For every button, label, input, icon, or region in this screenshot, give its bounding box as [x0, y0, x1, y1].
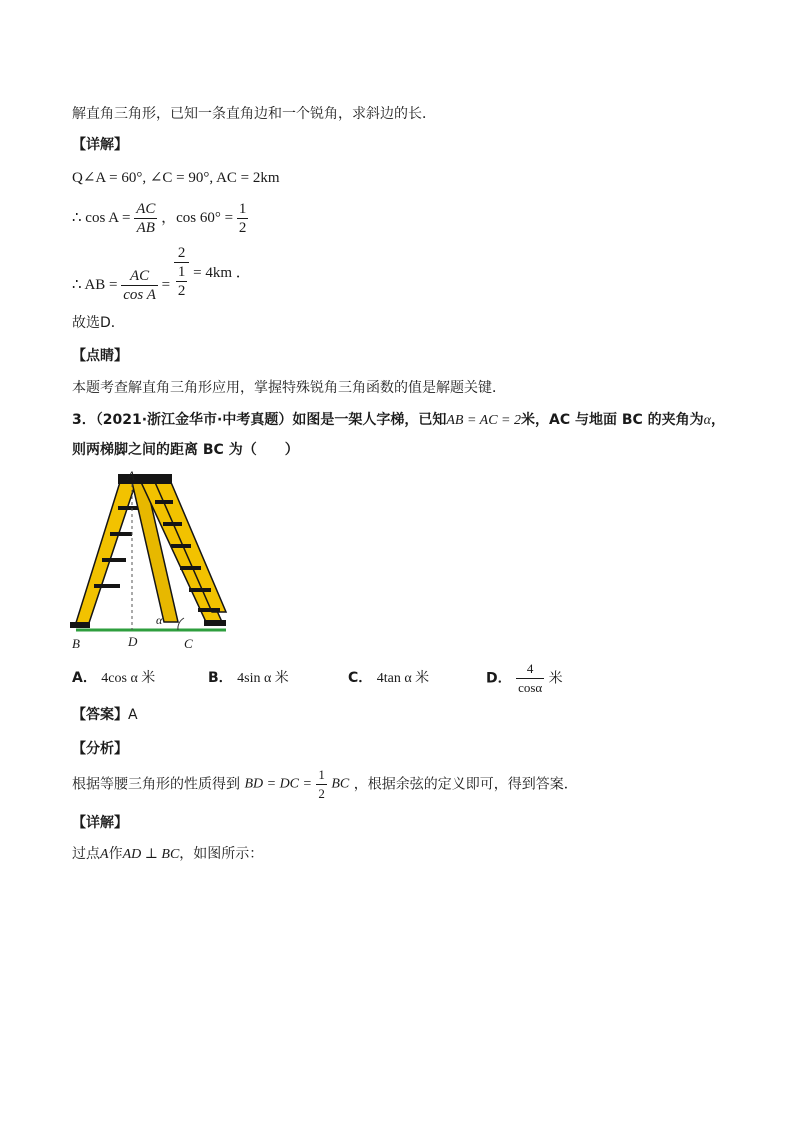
fraction-denominator: cosα: [518, 680, 543, 695]
question-math: AB = AC = 2: [446, 413, 521, 428]
cos-prefix: ∴ cos A =: [72, 209, 131, 226]
question-line-1: [72, 410, 725, 431]
cos-equation: [72, 200, 248, 237]
option-c: [348, 668, 429, 689]
analysis-math-pre: BD = DC =: [244, 776, 312, 792]
question-end: ，: [711, 412, 726, 428]
label-alpha: α: [156, 613, 163, 627]
label-d: D: [128, 634, 138, 649]
foot-left: [70, 622, 90, 628]
fraction-numerator: 4: [516, 660, 544, 679]
ladder-left-leg: [75, 482, 136, 626]
analysis-heading: 【分析】: [72, 741, 128, 757]
label-a: A: [127, 468, 135, 483]
fraction-ac-ab: [134, 200, 157, 237]
detail2-mid: 作: [108, 846, 123, 862]
detail2-perp: AD ⊥ BC: [122, 847, 180, 862]
fraction-one-half: [237, 200, 249, 237]
ab-equation: [72, 244, 251, 304]
nested-fraction: [176, 263, 188, 300]
given-equation: Q∠A = 60°, ∠C = 90°, AC = 2km: [72, 170, 280, 186]
fraction-denominator: cos A: [123, 287, 156, 303]
option-a-text: 4cos α 米: [101, 671, 156, 686]
detail2-pre: 过点: [72, 846, 100, 862]
answer-heading: 【答案】: [72, 707, 128, 723]
fraction-numerator: 2: [174, 244, 190, 263]
option-b-text: 4sin α 米: [237, 671, 289, 686]
fraction-denominator: 2: [177, 283, 186, 299]
answer-line: [72, 705, 138, 725]
equals-sign: =: [161, 276, 171, 293]
label-c: C: [184, 636, 193, 651]
option-d-unit: 米: [548, 670, 563, 687]
alpha-symbol: α: [703, 413, 712, 428]
fraction-denominator: 2: [238, 220, 247, 236]
analysis-post: ，根据余弦的定义即可，得到答案．: [353, 776, 578, 793]
intro-text: 解直角三角形，已知一条直角边和一个锐角，求斜边的长．: [72, 106, 436, 122]
fraction-numerator: AC: [121, 267, 158, 286]
option-d-fraction: [516, 660, 544, 697]
option-a: [72, 668, 155, 689]
choice-result: 故选D．: [72, 315, 125, 331]
fraction-two-over-half: [174, 244, 190, 300]
fraction-numerator: 1: [316, 766, 327, 785]
cos60-prefix: ，cos 60° =: [161, 209, 234, 226]
question-mid: 米，AC 与地面 BC 的夹角为: [520, 412, 704, 428]
end-punct: ．: [235, 264, 251, 281]
question-source: 3．（2021·浙江金华市·中考真题）如图是一架人字梯，已知: [72, 412, 447, 428]
option-b-key: B．: [208, 670, 233, 686]
fraction-ac-cosa: [121, 267, 158, 304]
label-b: B: [72, 636, 80, 651]
option-d-key: D．: [486, 670, 512, 687]
detail2-text: [72, 844, 263, 865]
ladder-figure: [60, 462, 240, 654]
analysis-fraction: [316, 766, 327, 803]
detail2-post: ，如图所示：: [179, 846, 264, 862]
option-c-key: C．: [348, 670, 373, 686]
option-d: [486, 660, 563, 697]
fraction-denominator: 2: [318, 786, 325, 801]
detail2-heading: 【详解】: [72, 815, 128, 831]
comment-text: 本题考查解直角三角形应用，掌握特殊锐角三角函数的值是解题关键．: [72, 380, 506, 396]
option-b: [208, 668, 289, 689]
angle-arc: [178, 618, 184, 630]
answer-value: A: [128, 707, 138, 723]
option-a-key: A．: [72, 670, 97, 686]
question-line-2: 则两梯脚之间的距离 BC 为（ ）: [72, 442, 299, 458]
ab-prefix: ∴ AB =: [72, 276, 118, 293]
comment-heading: 【点睛】: [72, 348, 128, 364]
analysis-math-post: BC: [331, 776, 350, 792]
detail-heading: 【详解】: [72, 137, 128, 153]
fraction-denominator: AB: [136, 220, 155, 236]
result-value: = 4km: [193, 264, 233, 281]
detail2-point: A: [100, 847, 109, 862]
analysis-pre: 根据等腰三角形的性质得到: [72, 776, 240, 793]
option-c-text: 4tan α 米: [376, 671, 430, 686]
fraction-numerator: 1: [177, 264, 186, 280]
analysis-text: [72, 766, 578, 803]
fraction-denominator: [174, 263, 190, 300]
fraction-numerator: 1: [238, 201, 247, 217]
foot-right: [204, 620, 226, 626]
fraction-numerator: AC: [136, 201, 156, 217]
